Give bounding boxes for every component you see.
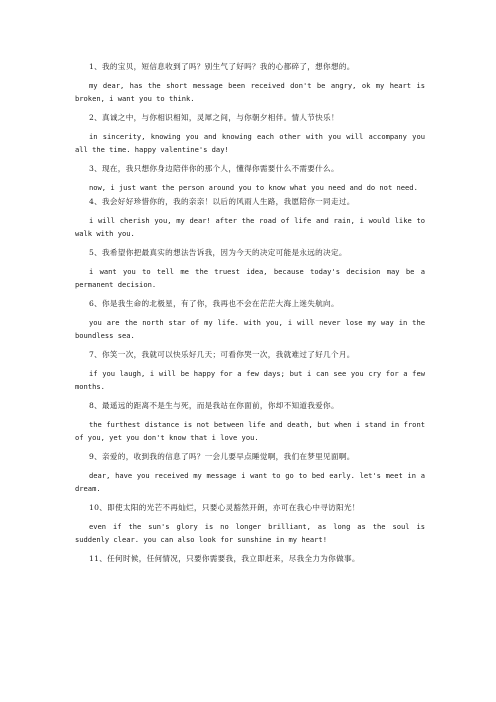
item-2-english: in sincerity, knowing you and knowing each other with you will accompany you all the time. happy valentine's day!: [75, 132, 425, 154]
item-11-chinese: 11、任何时候，任何情况，只要你需要我，我立即赶来，尽我全力为你做事。: [89, 554, 360, 563]
item-6-chinese: 6、你是我生命的北极星，有了你，我再也不会在茫茫大海上迷失航向。: [89, 299, 339, 308]
item-2-chinese: 2、真诚之中，与你相识相知，灵犀之间，与你朝夕相伴。情人节快乐！: [89, 113, 339, 122]
item-9-chinese: 9、亲爱的，收到我的信息了吗？一会儿要早点睡觉啊，我们在梦里见面啊。: [89, 452, 355, 461]
item-8-english: the furthest distance is not between life and death, but when i stand in front of you, yet you don't know that i love you.: [75, 420, 425, 442]
item-5-chinese: 5、我希望你把最真实的想法告诉我，因为今天的决定可能是永远的决定。: [89, 248, 347, 257]
item-10-english: even if the sun's glory is no longer brilliant, as long as the soul is suddenly clear. you can also look for sunshine in my heart!: [75, 522, 425, 544]
item-8-chinese: 8、最遥远的距离不是生与死，而是我站在你面前，你却不知道我爱你。: [89, 401, 339, 410]
item-7-english: if you laugh, i will be happy for a few days; but i can see you cry for a few months.: [75, 369, 425, 391]
item-7-chinese: 7、你笑一次，我就可以快乐好几天；可看你哭一次，我就难过了好几个月。: [89, 350, 355, 359]
item-10-chinese: 10、即使太阳的光芒不再灿烂，只要心灵豁然开朗，亦可在我心中寻访阳光！: [89, 503, 360, 512]
item-6-english: you are the north star of my life. with you, i will never lose my way in the boundless sea.: [75, 318, 425, 340]
item-5-english: i want you to tell me the truest idea, because today's decision may be a permanent decision.: [75, 267, 425, 289]
item-3-english: now, i just want the person around you to know what you need and do not need.: [89, 183, 418, 192]
item-4-english: i will cherish you, my dear! after the road of life and rain, i would like to walk with you.: [75, 216, 425, 238]
item-3-chinese: 3、现在，我只想你身边陪伴你的那个人，懂得你需要什么不需要什么。: [89, 164, 339, 173]
item-9-english: dear, have you received my message i want to go to bed early. let's meet in a dream.: [75, 471, 425, 493]
item-1-english: my dear, has the short message been received don't be angry, ok my heart is broken, i want you to think.: [75, 81, 425, 103]
document-body: [75, 60, 425, 571]
item-4-chinese: 4、我会好好珍惜你的，我的亲亲！以后的风雨人生路，我愿陪你一同走过。: [89, 197, 355, 206]
item-1-chinese: 1、我的宝贝，短信息收到了吗？别生气了好吗？我的心都碎了，想你想的。: [89, 62, 355, 71]
